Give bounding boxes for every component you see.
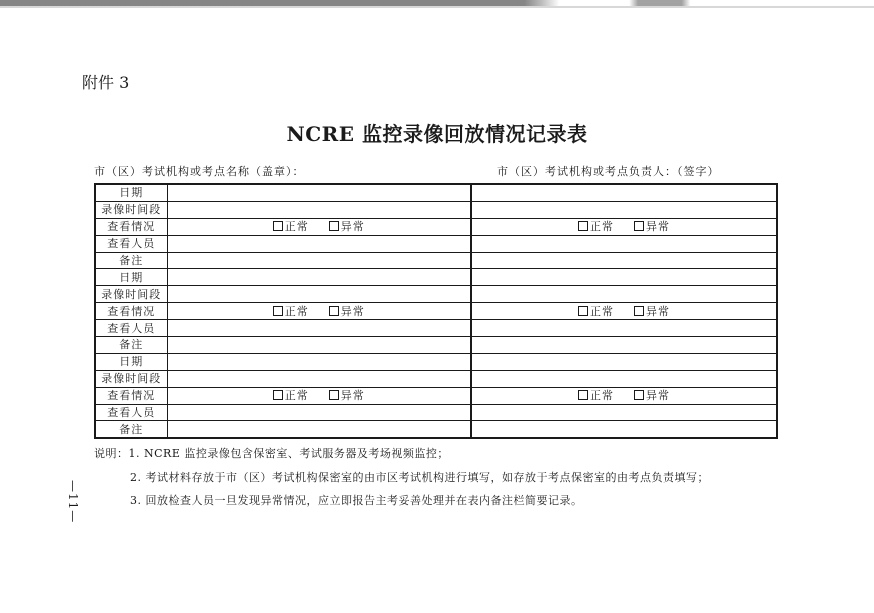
table-row (95, 387, 777, 404)
record-cell[interactable] (471, 201, 777, 218)
row-label: 备注 (95, 337, 167, 354)
row-label: 日期 (95, 184, 167, 201)
record-cell[interactable] (471, 353, 777, 370)
checkbox-label: 正常 (284, 304, 309, 318)
responsible-person-signature-label: 市（区）考试机构或考点负责人：（签字） (497, 165, 720, 178)
table-row (95, 370, 777, 387)
checkbox-square-icon[interactable] (329, 221, 339, 231)
page-number: —11— (66, 480, 80, 524)
checkbox-label: 异常 (646, 304, 670, 318)
note-item-3: 3. 回放检查人员一旦发现异常情况，应立即报告主考妥善处理并在表内备注栏简要记录。 (130, 494, 583, 507)
record-cell[interactable] (167, 337, 471, 354)
status-normal-checkbox[interactable] (578, 388, 614, 403)
status-checkbox-group (168, 388, 471, 403)
record-cell[interactable] (167, 184, 471, 201)
status-normal-checkbox[interactable] (273, 219, 309, 234)
record-cell[interactable] (167, 269, 471, 286)
scan-artifact-line (0, 6, 874, 8)
record-cell[interactable] (471, 235, 777, 252)
record-cell[interactable] (167, 353, 471, 370)
record-cell[interactable] (471, 370, 777, 387)
notes-prefix: 说明： (94, 447, 129, 460)
status-abnormal-checkbox[interactable] (634, 388, 670, 403)
checkbox-square-icon[interactable] (578, 221, 588, 231)
status-abnormal-checkbox[interactable] (329, 388, 365, 403)
table-row (95, 184, 777, 201)
checkbox-square-icon[interactable] (329, 390, 339, 400)
table-row (95, 235, 777, 252)
table-row (95, 286, 777, 303)
checkbox-square-icon[interactable] (273, 221, 283, 231)
row-label: 备注 (95, 421, 167, 438)
table-row (95, 252, 777, 269)
checkbox-label: 异常 (340, 389, 365, 403)
row-label: 录像时间段 (95, 370, 167, 387)
table-row (95, 320, 777, 337)
record-cell[interactable] (167, 218, 471, 235)
checkbox-label: 正常 (590, 220, 614, 234)
status-abnormal-checkbox[interactable] (329, 304, 365, 319)
table-row (95, 269, 777, 286)
record-cell[interactable] (167, 370, 471, 387)
status-normal-checkbox[interactable] (273, 304, 309, 319)
row-label: 查看情况 (95, 303, 167, 320)
record-cell[interactable] (471, 404, 777, 421)
status-checkbox-group (472, 304, 776, 319)
row-label: 日期 (95, 353, 167, 370)
checkbox-square-icon[interactable] (273, 390, 283, 400)
record-cell[interactable] (471, 320, 777, 337)
record-cell[interactable] (471, 269, 777, 286)
checkbox-label: 异常 (646, 220, 670, 234)
row-label: 查看人员 (95, 404, 167, 421)
record-cell[interactable] (471, 337, 777, 354)
note-item-2: 2. 考试材料存放于市（区）考试机构保密室的由市区考试机构进行填写，如存放于考点保密室的由考点负责填写； (130, 471, 709, 484)
checkbox-label: 正常 (590, 304, 614, 318)
record-cell[interactable] (167, 320, 471, 337)
record-cell[interactable] (167, 303, 471, 320)
row-label: 查看情况 (95, 218, 167, 235)
table-row (95, 404, 777, 421)
table-row (95, 218, 777, 235)
page-title: NCRE 监控录像回放情况记录表 (286, 122, 588, 146)
table-row (95, 303, 777, 320)
record-cell[interactable] (471, 303, 777, 320)
record-cell[interactable] (167, 201, 471, 218)
row-label: 备注 (95, 252, 167, 269)
record-cell[interactable] (471, 252, 777, 269)
checkbox-label: 异常 (340, 220, 365, 234)
status-abnormal-checkbox[interactable] (634, 304, 670, 319)
checkbox-square-icon[interactable] (634, 390, 644, 400)
table-row (95, 421, 777, 438)
record-cell[interactable] (167, 421, 471, 438)
note-item-1: 1. NCRE 监控录像包含保密室、考试服务器及考场视频监控； (128, 447, 449, 460)
row-label: 录像时间段 (95, 286, 167, 303)
record-table (94, 183, 778, 439)
checkbox-square-icon[interactable] (329, 306, 339, 316)
checkbox-label: 正常 (590, 389, 614, 403)
status-abnormal-checkbox[interactable] (329, 219, 365, 234)
checkbox-square-icon[interactable] (273, 306, 283, 316)
checkbox-square-icon[interactable] (634, 221, 644, 231)
record-cell[interactable] (471, 218, 777, 235)
status-normal-checkbox[interactable] (578, 219, 614, 234)
record-cell[interactable] (471, 184, 777, 201)
record-cell[interactable] (167, 387, 471, 404)
row-label: 查看情况 (95, 387, 167, 404)
row-label: 查看人员 (95, 320, 167, 337)
table-row (95, 353, 777, 370)
table-row (95, 201, 777, 218)
checkbox-square-icon[interactable] (634, 306, 644, 316)
status-checkbox-group (168, 304, 471, 319)
row-label: 查看人员 (95, 235, 167, 252)
checkbox-square-icon[interactable] (578, 306, 588, 316)
record-cell[interactable] (167, 286, 471, 303)
row-label: 录像时间段 (95, 201, 167, 218)
attachment-label: 附件 3 (82, 73, 130, 92)
checkbox-label: 正常 (284, 389, 309, 403)
record-cell[interactable] (471, 421, 777, 438)
status-normal-checkbox[interactable] (273, 388, 309, 403)
status-checkbox-group (472, 388, 776, 403)
status-normal-checkbox[interactable] (578, 304, 614, 319)
checkbox-label: 正常 (284, 220, 309, 234)
row-label: 日期 (95, 269, 167, 286)
checkbox-square-icon[interactable] (578, 390, 588, 400)
record-cell[interactable] (471, 286, 777, 303)
record-cell[interactable] (167, 252, 471, 269)
record-cell[interactable] (167, 235, 471, 252)
status-checkbox-group (472, 219, 776, 234)
table-row (95, 337, 777, 354)
record-cell[interactable] (471, 387, 777, 404)
record-cell[interactable] (167, 404, 471, 421)
status-abnormal-checkbox[interactable] (634, 219, 670, 234)
status-checkbox-group (168, 219, 471, 234)
institution-signature-label: 市（区）考试机构或考点名称（盖章）： (94, 165, 305, 178)
checkbox-label: 异常 (646, 389, 670, 403)
checkbox-label: 异常 (340, 304, 365, 318)
